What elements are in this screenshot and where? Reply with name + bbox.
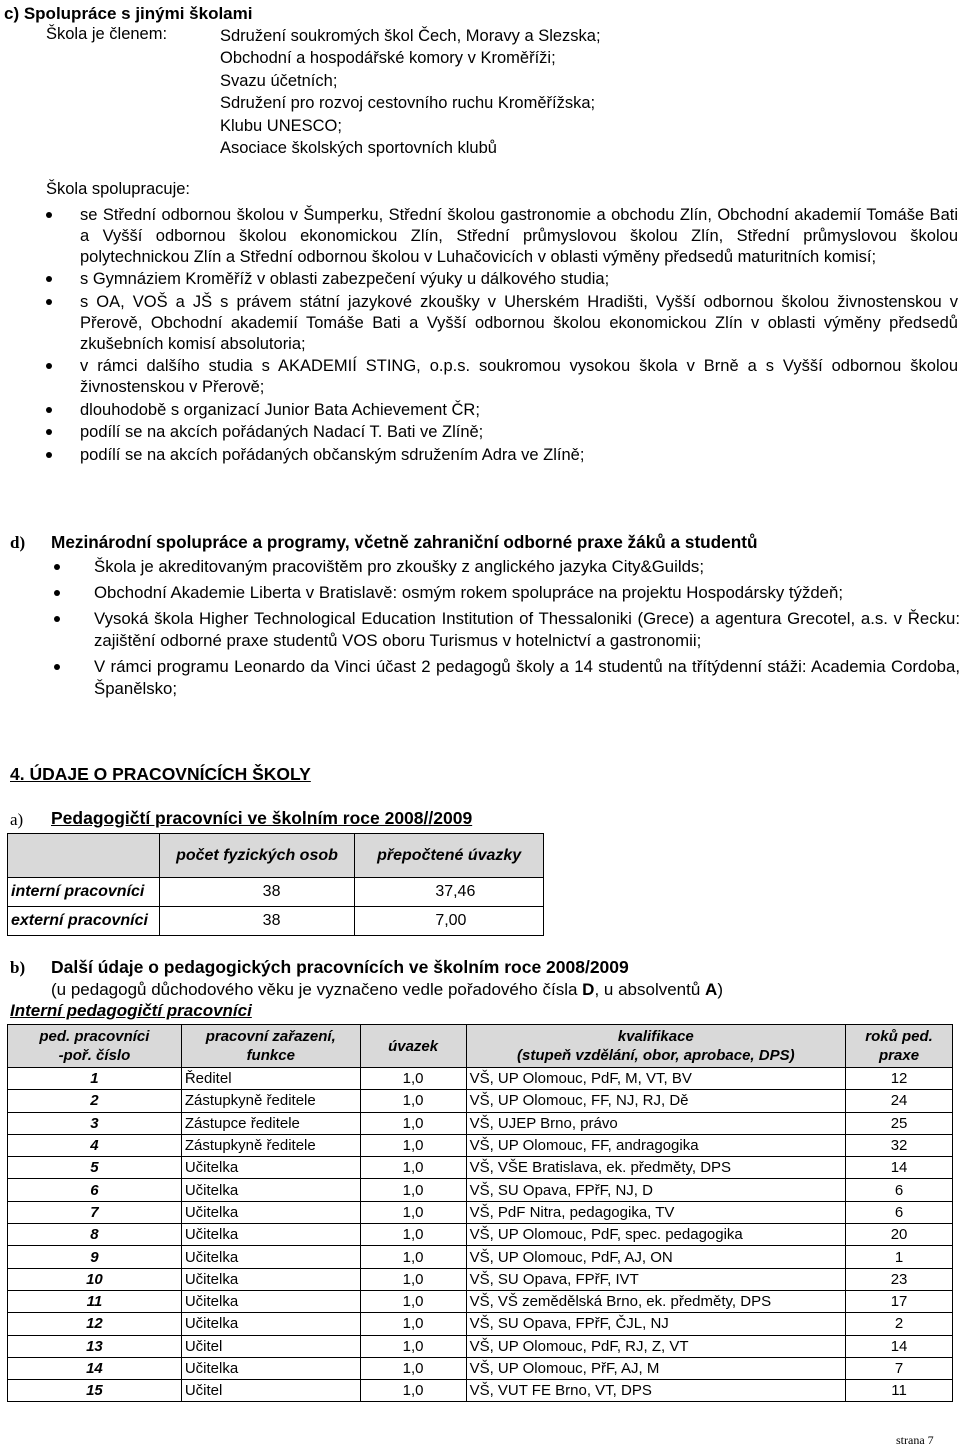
qualification-cell: VŠ, UP Olomouc, PdF, M, VT, BV	[466, 1068, 846, 1090]
note-d: D	[582, 980, 595, 999]
role-cell: Učitelka	[181, 1224, 360, 1246]
qualification-cell: VŠ, VŠE Bratislava, ek. předměty, DPS	[466, 1157, 846, 1179]
order-number-cell: 2	[8, 1090, 182, 1112]
role-cell: Učitelka	[181, 1290, 360, 1312]
qualification-cell: VŠ, UP Olomouc, PdF, AJ, ON	[466, 1246, 846, 1268]
cooperation-label: Škola spolupracuje:	[46, 180, 191, 198]
fte-cell: 1,0	[360, 1157, 466, 1179]
list-item: podílí se na akcích pořádaných občanským sdružením Adra ve Zlíně;	[80, 445, 958, 466]
header-cell: úvazek	[360, 1025, 466, 1068]
qualification-cell: VŠ, PdF Nitra, pedagogika, TV	[466, 1201, 846, 1223]
years-cell: 24	[846, 1090, 953, 1112]
table-row	[8, 1224, 953, 1246]
header-cell	[846, 1025, 953, 1068]
header-cell: přepočtené úvazky	[355, 834, 544, 878]
qualification-cell: VŠ, UP Olomouc, FF, andragogika	[466, 1134, 846, 1156]
header-cell	[8, 1025, 182, 1068]
years-cell: 6	[846, 1201, 953, 1223]
section-4-heading: 4. ÚDAJE O PRACOVNÍCÍCH ŠKOLY	[10, 764, 311, 784]
note-text: (u pedagogů důchodového věku je vyznačeno vedle pořadového čísla	[51, 980, 583, 999]
list-item: Škola je akreditovaným pracovištěm pro zkoušky z anglického jazyka City&Guilds;	[94, 556, 960, 578]
header-cell	[181, 1025, 360, 1068]
table-row	[8, 1246, 953, 1268]
header-line: pracovní zařazení,	[205, 1028, 336, 1045]
list-item: v rámci dalšího studia s AKADEMIÍ STING, o.p.s. soukromou vysokou škola v Brně a s Vyšší odbornou školou živnostenskou v Přerově;	[80, 357, 958, 397]
order-number-cell: 14	[8, 1357, 182, 1379]
section-a-heading: Pedagogičtí pracovníci ve školním roce 2008//2009	[51, 808, 473, 828]
table-row	[8, 1179, 953, 1201]
header-cell	[8, 834, 160, 878]
table-header-row	[8, 834, 544, 878]
role-cell: Učitelka	[181, 1201, 360, 1223]
years-cell: 7	[846, 1357, 953, 1379]
note-a: A	[705, 980, 718, 999]
table-row	[8, 878, 544, 907]
qualification-cell: VŠ, UP Olomouc, PdF, RJ, Z, VT	[466, 1335, 846, 1357]
row-label: interní pracovníci	[8, 878, 160, 907]
table-row	[8, 1313, 953, 1335]
years-cell: 23	[846, 1268, 953, 1290]
header-line: praxe	[879, 1047, 920, 1064]
role-cell: Učitelka	[181, 1313, 360, 1335]
table-header-row	[8, 1025, 953, 1068]
years-cell: 17	[846, 1290, 953, 1312]
role-cell: Učitel	[181, 1380, 360, 1402]
table-row	[8, 1380, 953, 1402]
header-cell: počet fyzických osob	[159, 834, 355, 878]
fte-cell: 1,0	[360, 1357, 466, 1379]
header-cell	[466, 1025, 846, 1068]
fte-cell: 1,0	[360, 1090, 466, 1112]
section-d-letter: d)	[10, 533, 26, 552]
staff-summary-table	[7, 833, 544, 936]
section-d-heading: Mezinárodní spolupráce a programy, včetně zahraniční odborné praxe žáků a studentů	[51, 532, 758, 552]
list-item: Obchodní Akademie Liberta v Bratislavě: osmým rokem spolupráce na projektu Hospodársky týždeň;	[94, 582, 960, 604]
note-text: , u absolventů	[594, 980, 706, 999]
order-number-cell: 5	[8, 1157, 182, 1179]
years-cell: 6	[846, 1179, 953, 1201]
years-cell: 11	[846, 1380, 953, 1402]
order-number-cell: 10	[8, 1268, 182, 1290]
header-line: roků ped.	[865, 1028, 933, 1045]
staff-detail-table	[7, 1024, 953, 1402]
section-a-letter: a)	[10, 810, 24, 829]
fte-cell: 37,46	[355, 878, 544, 907]
fte-cell: 1,0	[360, 1201, 466, 1223]
order-number-cell: 7	[8, 1201, 182, 1223]
role-cell: Učitelka	[181, 1268, 360, 1290]
fte-cell: 1,0	[360, 1112, 466, 1134]
section-c-heading: c) Spolupráce s jinými školami	[4, 4, 253, 23]
table-row	[8, 1357, 953, 1379]
list-item: se Střední odbornou školou v Šumperku, Střední školou gastronomie a obchodu Zlín, Obchodní akademií Tomáše Bati a Vyšší odbornou školou ekonomickou Zlín, Střední průmyslovou školou Zlín, Střední průmyslovou školou polytechnickou Zlín a Střední odbornou školou v Luhačovicích v oblasti výměny předsedů maturitních komisí;	[80, 206, 958, 266]
qualification-cell: VŠ, SU Opava, FPřF, IVT	[466, 1268, 846, 1290]
order-number-cell: 11	[8, 1290, 182, 1312]
header-line: -poř. číslo	[58, 1047, 131, 1064]
table-row	[8, 1290, 953, 1312]
section-b-letter: b)	[10, 958, 26, 977]
qualification-cell: VŠ, UP Olomouc, FF, NJ, RJ, Dě	[466, 1090, 846, 1112]
fte-cell: 1,0	[360, 1313, 466, 1335]
list-item: Vysoká škola Higher Technological Education Institution of Thessaloniki (Grece) a agentura Grecotel, a.s. v Řecku: zajištění odborné praxe studentů VOS oboru Turismus v hotelnictví a gastronomii;	[94, 609, 960, 650]
row-label: externí pracovníci	[8, 907, 160, 936]
membership-item: Obchodní a hospodářské komory v Kroměříži;	[220, 49, 556, 68]
fte-cell: 1,0	[360, 1246, 466, 1268]
order-number-cell: 4	[8, 1134, 182, 1156]
order-number-cell: 6	[8, 1179, 182, 1201]
membership-item: Svazu účetních;	[220, 71, 338, 90]
years-cell: 2	[846, 1313, 953, 1335]
membership-list	[220, 25, 601, 159]
list-item: V rámci programu Leonardo da Vinci účast 2 pedagogů školy a 14 studentů na třítýdenní stáži: Academia Cordoba, Španělsko;	[94, 657, 960, 698]
role-cell: Učitelka	[181, 1179, 360, 1201]
header-line: funkce	[246, 1047, 295, 1064]
order-number-cell: 12	[8, 1313, 182, 1335]
fte-cell: 1,0	[360, 1290, 466, 1312]
persons-cell: 38	[159, 878, 355, 907]
fte-cell: 1,0	[360, 1068, 466, 1090]
section-b-heading: Další údaje o pedagogických pracovnících ve školním roce 2008/2009	[51, 957, 629, 977]
fte-cell: 1,0	[360, 1134, 466, 1156]
order-number-cell: 15	[8, 1380, 182, 1402]
header-line: kvalifikace	[617, 1028, 694, 1045]
list-item: s Gymnáziem Kroměříž v oblasti zabezpečení výuky u dálkového studia;	[80, 269, 958, 290]
note-text: )	[717, 980, 723, 999]
qualification-cell: VŠ, VUT FE Brno, VT, DPS	[466, 1380, 846, 1402]
order-number-cell: 9	[8, 1246, 182, 1268]
staff-rows	[8, 1068, 953, 1402]
table-row	[8, 907, 544, 936]
membership-item: Sdružení soukromých škol Čech, Moravy a Slezska;	[220, 27, 601, 45]
qualification-cell: VŠ, UJEP Brno, právo	[466, 1112, 846, 1134]
qualification-cell: VŠ, VŠ zemědělská Brno, ek. předměty, DPS	[466, 1290, 846, 1312]
order-number-cell: 3	[8, 1112, 182, 1134]
fte-cell: 1,0	[360, 1380, 466, 1402]
order-number-cell: 8	[8, 1224, 182, 1246]
qualification-cell: VŠ, SU Opava, FPřF, ČJL, NJ	[466, 1313, 846, 1335]
years-cell: 32	[846, 1134, 953, 1156]
section-b-note	[51, 980, 723, 1000]
table-row	[8, 1268, 953, 1290]
qualification-cell: VŠ, UP Olomouc, PdF, spec. pedagogika	[466, 1224, 846, 1246]
membership-item: Sdružení pro rozvoj cestovního ruchu Kroměřížska;	[220, 94, 596, 113]
years-cell: 12	[846, 1068, 953, 1090]
years-cell: 25	[846, 1112, 953, 1134]
section-b-subheading: Interní pedagogičtí pracovníci	[10, 1001, 252, 1020]
fte-cell: 1,0	[360, 1268, 466, 1290]
cooperation-list	[80, 205, 958, 467]
member-label: Škola je členem:	[46, 25, 168, 43]
fte-cell: 7,00	[355, 907, 544, 936]
international-list	[94, 556, 960, 704]
fte-cell: 1,0	[360, 1335, 466, 1357]
order-number-cell: 13	[8, 1335, 182, 1357]
years-cell: 20	[846, 1224, 953, 1246]
role-cell: Ředitel	[181, 1068, 360, 1090]
qualification-cell: VŠ, UP Olomouc, PřF, AJ, M	[466, 1357, 846, 1379]
role-cell: Učitelka	[181, 1246, 360, 1268]
role-cell: Učitel	[181, 1335, 360, 1357]
list-item: s OA, VOŠ a JŠ s právem státní jazykové zkoušky v Uherském Hradišti, Vyšší odbornou školou živnostenskou v Přerově, Obchodní akademií Tomáše Bati a Vyšší odbornou školou ekonomickou Zlín v oblasti výměny předsedů zkušebních komisí absolutoria;	[80, 292, 958, 353]
table-row	[8, 1157, 953, 1179]
role-cell: Učitelka	[181, 1357, 360, 1379]
fte-cell: 1,0	[360, 1179, 466, 1201]
years-cell: 14	[846, 1157, 953, 1179]
persons-cell: 38	[159, 907, 355, 936]
qualification-cell: VŠ, SU Opava, FPřF, NJ, D	[466, 1179, 846, 1201]
membership-item: Klubu UNESCO;	[220, 116, 342, 135]
list-item: dlouhodobě s organizací Junior Bata Achievement ČR;	[80, 400, 958, 421]
table-row	[8, 1335, 953, 1357]
list-item: podílí se na akcích pořádaných Nadací T. Bati ve Zlíně;	[80, 422, 958, 443]
table-row	[8, 1068, 953, 1090]
header-line: (stupeň vzdělání, obor, aprobace, DPS)	[517, 1047, 795, 1064]
table-row	[8, 1201, 953, 1223]
table-row	[8, 1112, 953, 1134]
order-number-cell: 1	[8, 1068, 182, 1090]
page-number: strana 7	[896, 1433, 934, 1447]
table-row	[8, 1134, 953, 1156]
role-cell: Učitelka	[181, 1157, 360, 1179]
table-row	[8, 1090, 953, 1112]
years-cell: 14	[846, 1335, 953, 1357]
header-line: ped. pracovníci	[39, 1028, 150, 1045]
role-cell: Zástupkyně ředitele	[181, 1134, 360, 1156]
membership-item: Asociace školských sportovních klubů	[220, 139, 497, 158]
role-cell: Zástupce ředitele	[181, 1112, 360, 1134]
years-cell: 1	[846, 1246, 953, 1268]
role-cell: Zástupkyně ředitele	[181, 1090, 360, 1112]
fte-cell: 1,0	[360, 1224, 466, 1246]
